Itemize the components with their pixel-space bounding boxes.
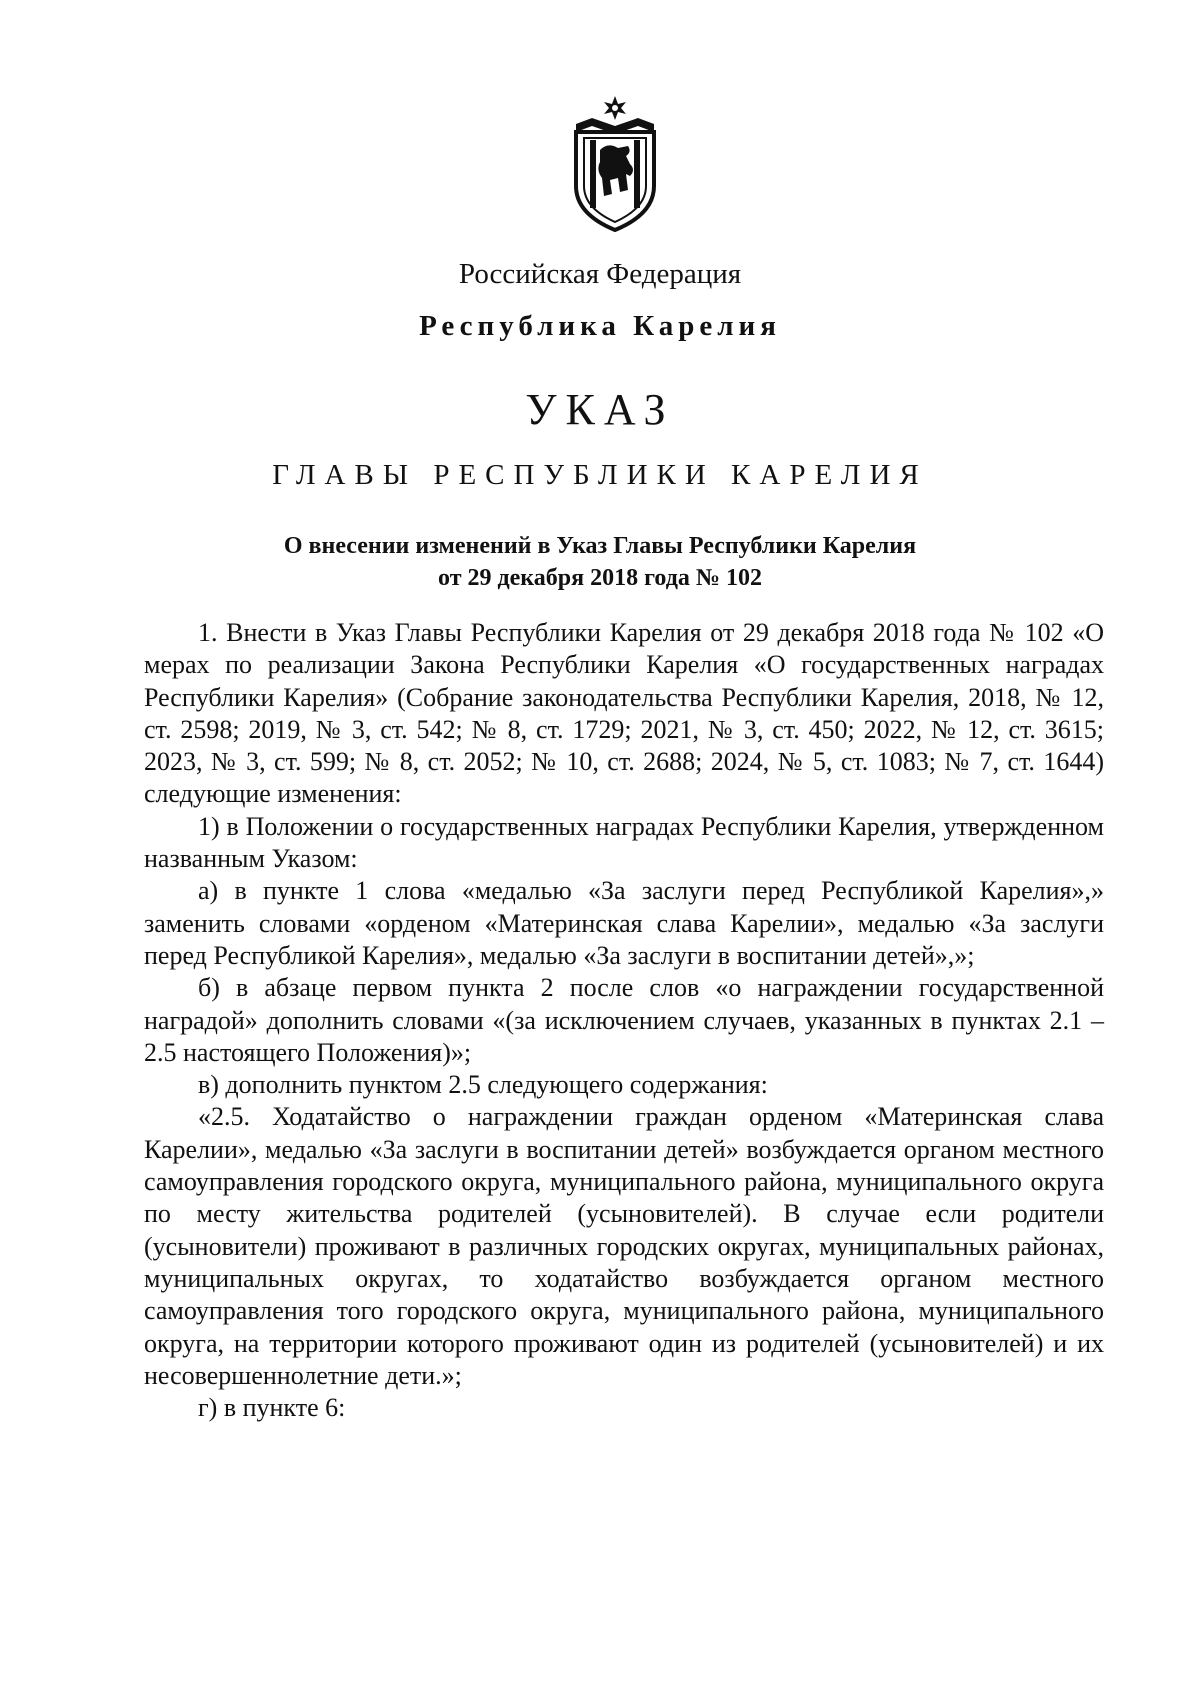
body-paragraph: а) в пункте 1 слова «медалью «За заслуги перед Республикой Карелия»,» заменить словами «орденом «Материнская слава Карелии», медалью «За заслуги перед Республикой Карелия», медалью «За заслуги в воспитании детей»,»; bbox=[144, 876, 1104, 970]
document-title bbox=[0, 530, 1200, 594]
country-name: Российская Федерация bbox=[458, 258, 742, 290]
body-paragraph: «2.5. Ходатайство о награждении граждан орденом «Материнская слава Карелии», медалью «За заслуги в воспитании детей» возбуждается органом местного самоуправления городского округа, муниципального района, муниципального округа по месту жительства родителей (усыновителей). В случае если родители (усыновители) проживают в различных городских округах, муниципальных районах, муниципальных округах, то ходатайство возбуждается органом местного самоуправления того городского округа, муниципального района, муниципального округа, на территории которого проживают один из родителей (усыновителей) и их несовершеннолетние дети.»; bbox=[144, 1102, 1104, 1390]
body-paragraph: 1. Внести в Указ Главы Республики Карелия от 29 декабря 2018 года № 102 «О мерах по реализации Закона Республики Карелия «О государственных наградах Республики Карелия» (Собрание законодательства Республики Карелия, 2018, № 12, ст. 2598; 2019, № 3, ст. 542; № 8, ст. 1729; 2021, № 3, ст. 450; 2022, № 12, ст. 3615; 2023, № 3, ст. 599; № 8, ст. 2052; № 10, ст. 2688; 2024, № 5, ст. 1083; № 7, ст. 1644) следующие изменения: bbox=[144, 618, 1104, 809]
body-paragraph: 1) в Положении о государственных наградах Республики Карелия, утвержденном названным Указом: bbox=[144, 811, 1104, 874]
issuer-name: ГЛАВЫ РЕСПУБЛИКИ КАРЕЛИЯ bbox=[272, 459, 928, 491]
body-paragraph: г) в пункте 6: bbox=[198, 1393, 346, 1423]
body-paragraph: б) в абзаце первом пункта 2 после слов «о награждении государственной наградой» дополнить словами «(за исключением случаев, указанных в пунктах 2.1 – 2.5 настоящего Положения)»; bbox=[144, 973, 1104, 1067]
document-title-line: О внесении изменений в Указ Главы Республики Карелия bbox=[283, 533, 917, 559]
republic-name: Республика Карелия bbox=[419, 310, 781, 342]
document-type: УКАЗ bbox=[525, 385, 675, 434]
body-paragraph: в) дополнить пунктом 2.5 следующего содержания: bbox=[198, 1070, 768, 1100]
document-body bbox=[144, 617, 1104, 1424]
coat-of-arms-karelia-icon bbox=[570, 94, 660, 232]
document-title-line: от 29 декабря 2018 года № 102 bbox=[438, 565, 762, 591]
